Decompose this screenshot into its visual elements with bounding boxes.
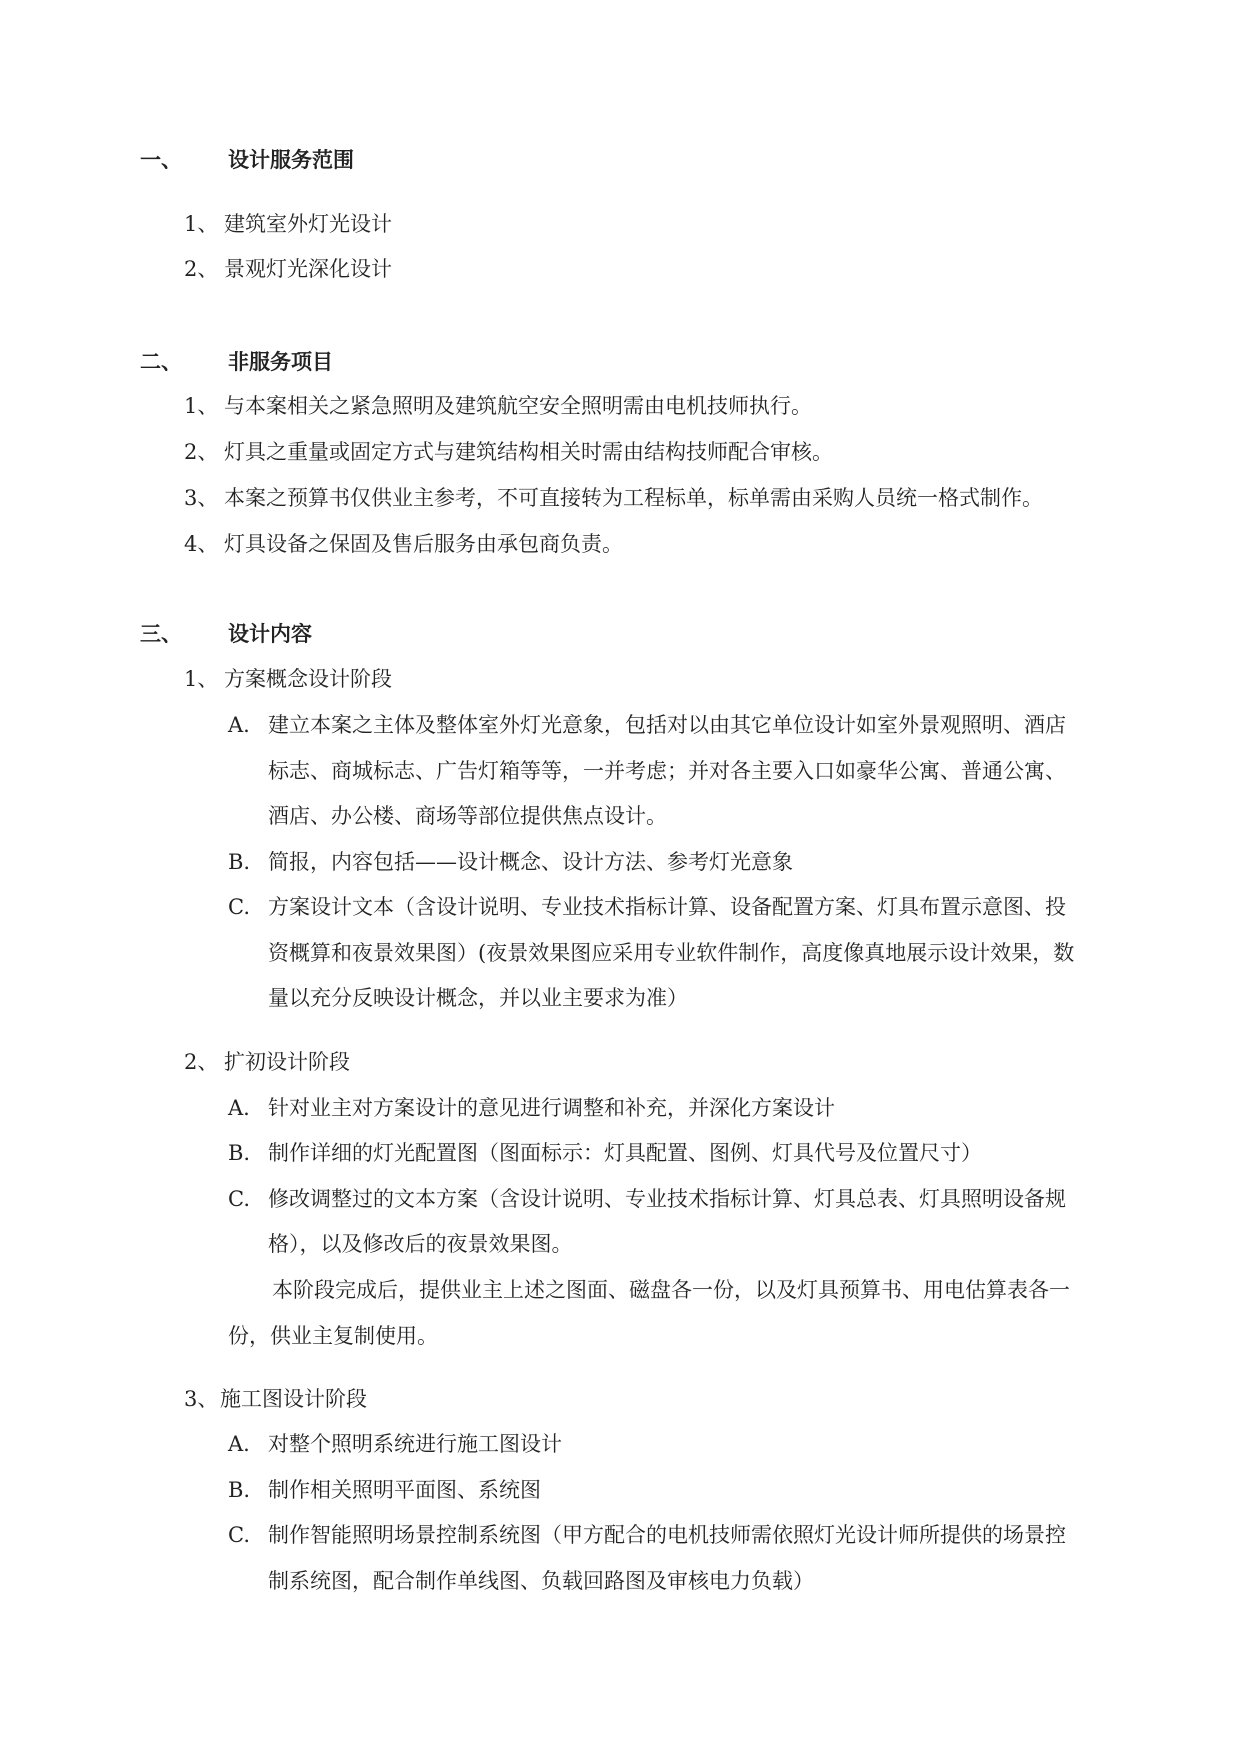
phase-3-item-a-line-1: 对整个照明系统进行施工图设计 <box>268 1432 562 1456</box>
section-1-heading <box>140 146 182 174</box>
phase-2-item-b-letter: B. <box>228 1141 251 1165</box>
phase-1-item-c-line-3: 量以充分反映设计概念，并以业主要求为准） <box>268 986 688 1010</box>
phase-3-item-a-letter: A. <box>228 1432 250 1456</box>
phase-2-item-c-line-1: 修改调整过的文本方案（含设计说明、专业技术指标计算、灯具总表、灯具照明设备规 <box>268 1187 1066 1211</box>
phase-2-item-b-line-1: 制作详细的灯光配置图（图面标示：灯具配置、图例、灯具代号及位置尺寸） <box>268 1141 982 1165</box>
phase-2-note-line-1: 本阶段完成后，提供业主上述之图面、磁盘各一份，以及灯具预算书、用电估算表各一 <box>272 1278 1070 1302</box>
phase-2-item-a-line-1: 针对业主对方案设计的意见进行调整和补充，并深化方案设计 <box>268 1096 835 1120</box>
phase-2-item-c-line-2: 格），以及修改后的夜景效果图。 <box>268 1232 573 1256</box>
phase-2-note-line-2: 份，供业主复制使用。 <box>228 1324 438 1348</box>
section-2-item-1: 1、 与本案相关之紧急照明及建筑航空安全照明需由电机技师执行。 <box>184 394 812 418</box>
section-2-item-3: 3、 本案之预算书仅供业主参考，不可直接转为工程标单，标单需由采购人员统一格式制作。 <box>184 486 1043 510</box>
phase-1-item-c-line-1: 方案设计文本（含设计说明、专业技术指标计算、设备配置方案、灯具布置示意图、投 <box>268 895 1066 919</box>
phase-3-item-c-line-1: 制作智能照明场景控制系统图（甲方配合的电机技师需依照灯光设计师所提供的场景控 <box>268 1523 1066 1547</box>
section-1-title: 设计服务范围 <box>228 148 354 172</box>
phase-1-item-b-line-1: 简报，内容包括——设计概念、设计方法、参考灯光意象 <box>268 850 793 874</box>
section-2-title: 非服务项目 <box>228 350 333 374</box>
phase-3-item-b-letter: B. <box>228 1478 251 1502</box>
phase-1-item-b-letter: B. <box>228 850 251 874</box>
phase-2-item-a-letter: A. <box>228 1096 250 1120</box>
phase-3-item-c-line-2: 制系统图，配合制作单线图、负载回路图及审核电力负载） <box>268 1569 814 1593</box>
phase-1-item-a-line-3: 酒店、办公楼、商场等部位提供焦点设计。 <box>268 804 667 828</box>
phase-1-item-c-line-2: 资概算和夜景效果图）(夜景效果图应采用专业软件制作，高度像真地展示设计效果，数 <box>268 941 1075 965</box>
phase-3-heading: 3、施工图设计阶段 <box>184 1387 367 1411</box>
section-1-item-1: 1、 建筑室外灯光设计 <box>184 212 392 236</box>
section-1-number: 一、 <box>140 148 182 172</box>
phase-1-item-c-letter: C. <box>228 895 250 919</box>
section-2-number: 二、 <box>140 350 182 374</box>
phase-1-item-a-line-2: 标志、商城标志、广告灯箱等等，一并考虑；并对各主要入口如豪华公寓、普通公寓、 <box>268 759 1066 783</box>
phase-1-item-a-line-1: 建立本案之主体及整体室外灯光意象，包括对以由其它单位设计如室外景观照明、酒店 <box>268 713 1066 737</box>
phase-1-item-a-letter: A. <box>228 713 250 737</box>
phase-3-item-c-letter: C. <box>228 1523 250 1547</box>
section-2-item-2: 2、 灯具之重量或固定方式与建筑结构相关时需由结构技师配合审核。 <box>184 440 833 464</box>
section-2-item-4: 4、 灯具设备之保固及售后服务由承包商负责。 <box>184 532 623 556</box>
phase-2-item-c-letter: C. <box>228 1187 250 1211</box>
phase-3-item-b-line-1: 制作相关照明平面图、系统图 <box>268 1478 541 1502</box>
section-1-item-2: 2、 景观灯光深化设计 <box>184 257 392 281</box>
section-3-title: 设计内容 <box>228 622 312 646</box>
phase-2-heading: 2、 扩初设计阶段 <box>184 1050 350 1074</box>
section-3-number: 三、 <box>140 622 182 646</box>
phase-1-heading: 1、 方案概念设计阶段 <box>184 667 392 691</box>
